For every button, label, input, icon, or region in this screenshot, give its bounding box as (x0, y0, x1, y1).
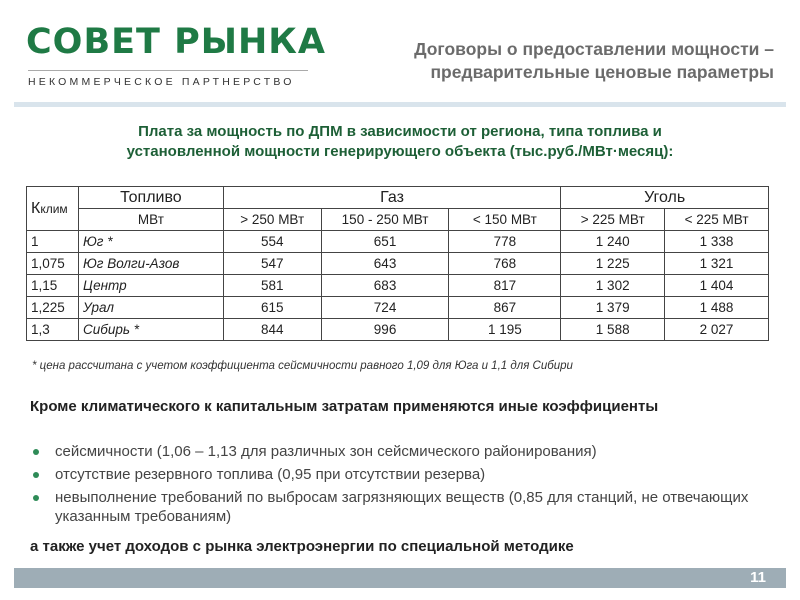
value-cell: 996 (321, 319, 449, 341)
coal-col-header: < 225 МВт (665, 209, 769, 231)
mw-header: МВт (78, 209, 223, 231)
header-divider (14, 102, 786, 107)
value-cell: 1 225 (561, 253, 665, 275)
value-cell: 768 (449, 253, 561, 275)
coal-col-header: > 225 МВт (561, 209, 665, 231)
value-cell: 1 404 (665, 275, 769, 297)
table-row (27, 231, 769, 253)
gas-col-header: < 150 МВт (449, 209, 561, 231)
list-item (30, 465, 780, 484)
value-cell: 1 588 (561, 319, 665, 341)
value-cell: 554 (223, 231, 321, 253)
region-cell: Юг * (78, 231, 223, 253)
coef-cell: 1,225 (27, 297, 79, 319)
logo-divider (28, 70, 308, 71)
price-table (26, 186, 769, 341)
value-cell: 643 (321, 253, 449, 275)
value-cell: 1 240 (561, 231, 665, 253)
lead-text (40, 122, 760, 162)
lead-line2: установленной мощности генерирующего объекта (тыс.руб./МВт·месяц): (126, 143, 674, 160)
value-cell: 844 (223, 319, 321, 341)
coef-cell: 1,075 (27, 253, 79, 275)
coefficients-heading: Кроме климатического к капитальным затратам применяются иные коэффициенты (30, 398, 659, 415)
value-cell: 1 321 (665, 253, 769, 275)
table-row (27, 253, 769, 275)
fuel-header: Топливо (78, 187, 223, 209)
gas-header: Газ (223, 187, 560, 209)
coef-cell: 1,3 (27, 319, 79, 341)
gas-col-header: > 250 МВт (223, 209, 321, 231)
list-item (30, 488, 780, 526)
list-item-text: отсутствие резервного топлива (0,95 при отсутствии резерва) (55, 466, 486, 483)
lead-line1: Плата за мощность по ДПМ в зависимости от региона, типа топлива и (138, 123, 662, 140)
value-cell: 778 (449, 231, 561, 253)
logo-title: СОВЕТ РЫНКА (26, 22, 326, 62)
slide-title-line1: Договоры о предоставлении мощности – (414, 39, 774, 59)
region-cell: Урал (78, 297, 223, 319)
table-header-row-2 (27, 209, 769, 231)
value-cell: 651 (321, 231, 449, 253)
coal-header: Уголь (561, 187, 769, 209)
page-number: 11 (750, 569, 766, 586)
closing-text: а также учет доходов с рынка электроэнергии по специальной методике (30, 538, 574, 555)
slide-title-line2: предварительные ценовые параметры (430, 62, 774, 82)
logo-subtitle: НЕКОММЕРЧЕСКОЕ ПАРТНЕРСТВО (28, 76, 295, 88)
value-cell: 683 (321, 275, 449, 297)
bullet-dot-icon (33, 495, 39, 501)
value-cell: 724 (321, 297, 449, 319)
region-cell: Юг Волги-Азов (78, 253, 223, 275)
kclim-main: К (31, 199, 41, 217)
footnote: * цена рассчитана с учетом коэффициента сейсмичности равного 1,09 для Юга и 1,1 для Сибири (32, 360, 573, 372)
table-row (27, 297, 769, 319)
gas-col-header: 150 - 250 МВт (321, 209, 449, 231)
bullet-list (30, 442, 780, 530)
kclim-header (27, 187, 79, 231)
value-cell: 1 488 (665, 297, 769, 319)
value-cell: 817 (449, 275, 561, 297)
value-cell: 1 338 (665, 231, 769, 253)
slide-title (334, 38, 774, 84)
list-item (30, 442, 780, 461)
region-cell: Сибирь * (78, 319, 223, 341)
value-cell: 1 379 (561, 297, 665, 319)
list-item-text: невыполнение требований по выбросам загрязняющих веществ (0,85 для станций, не отвечающих указанным требованиям) (55, 489, 749, 525)
region-cell: Центр (78, 275, 223, 297)
value-cell: 547 (223, 253, 321, 275)
table-header-row-1 (27, 187, 769, 209)
bullet-dot-icon (33, 472, 39, 478)
bullet-dot-icon (33, 449, 39, 455)
value-cell: 615 (223, 297, 321, 319)
coef-cell: 1 (27, 231, 79, 253)
footer-bar (14, 568, 786, 588)
value-cell: 2 027 (665, 319, 769, 341)
value-cell: 867 (449, 297, 561, 319)
value-cell: 581 (223, 275, 321, 297)
value-cell: 1 302 (561, 275, 665, 297)
table-row (27, 275, 769, 297)
value-cell: 1 195 (449, 319, 561, 341)
table-row (27, 319, 769, 341)
coef-cell: 1,15 (27, 275, 79, 297)
kclim-sub: клим (40, 201, 68, 216)
list-item-text: сейсмичности (1,06 – 1,13 для различных зон сейсмического районирования) (55, 443, 597, 460)
